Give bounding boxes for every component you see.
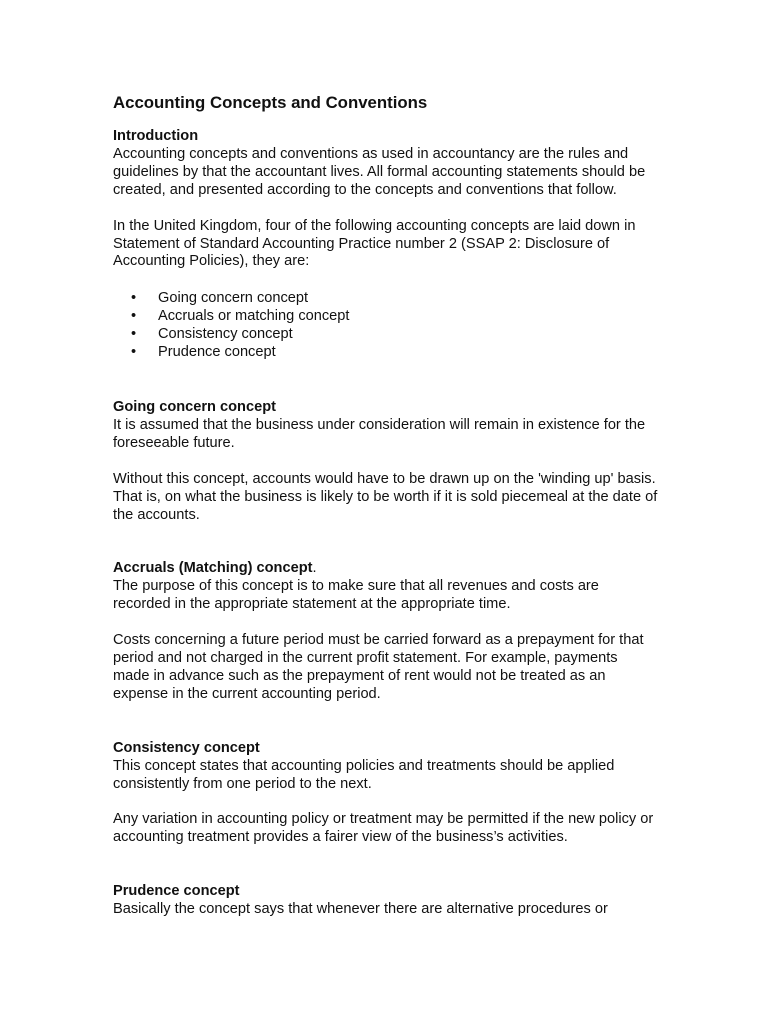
going-concern-paragraph-1: It is assumed that the business under consideration will remain in existence for the foreseeable future. (113, 416, 646, 451)
list-item (113, 344, 658, 362)
introduction-section (113, 128, 658, 362)
introduction-paragraph-2: In the United Kingdom, four of the following accounting concepts are laid down in Statement of Standard Accounting Practice number 2 (SSAP 2: Disclosure of Accounting Policies), they are: (113, 217, 636, 270)
section-spacer (113, 524, 658, 560)
prudence-section (113, 883, 658, 919)
list-item-label: Consistency concept (158, 326, 293, 343)
going-concern-heading: Going concern concept (113, 398, 276, 415)
document-page (113, 92, 658, 919)
bullet-icon: • (131, 290, 137, 307)
section-spacer (113, 362, 658, 399)
accruals-heading: Accruals (Matching) concept (113, 560, 313, 577)
consistency-heading: Consistency concept (113, 739, 260, 756)
going-concern-paragraph-2: Without this concept, accounts would have to be drawn up on the 'winding up' basis. That is, on what the business is likely to be worth if it is sold piecemeal at the date of the accounts. (113, 470, 658, 523)
introduction-paragraph-1: Accounting concepts and conventions as used in accountancy are the rules and guidelines by that the accountant lives. All formal accounting statements should be created, and presented according to the concepts and conventions that follow. (113, 145, 646, 198)
accruals-section (113, 560, 658, 703)
consistency-paragraph-2: Any variation in accounting policy or treatment may be permitted if the new policy or accounting treatment provides a fairer view of the business’s activities. (113, 811, 654, 846)
section-spacer (113, 847, 658, 883)
list-item (113, 326, 658, 344)
list-item-label: Prudence concept (158, 344, 276, 361)
accruals-heading-line (113, 560, 658, 578)
bullet-icon: • (131, 326, 137, 343)
introduction-heading: Introduction (113, 128, 199, 144)
consistency-paragraph-1: This concept states that accounting policies and treatments should be applied consistently from one period to the next. (113, 757, 615, 792)
consistency-section (113, 740, 658, 848)
list-item (113, 308, 658, 326)
going-concern-section (113, 399, 658, 524)
accruals-paragraph-2: Costs concerning a future period must be carried forward as a prepayment for that period and not charged in the current profit statement. For example, payments made in advance such as the prepayment of rent would not be treated as an expense in the current accounting period. (113, 632, 644, 702)
prudence-heading: Prudence concept (113, 883, 240, 900)
prudence-paragraph-1: Basically the concept says that whenever there are alternative procedures or (113, 901, 608, 918)
accruals-paragraph-1: The purpose of this concept is to make sure that all revenues and costs are recorded in the appropriate statement at the appropriate time. (113, 578, 599, 613)
list-item (113, 290, 658, 308)
bullet-icon: • (131, 308, 137, 325)
bullet-icon: • (131, 344, 137, 361)
list-item-label: Going concern concept (158, 290, 309, 307)
concepts-list (113, 290, 658, 362)
section-spacer (113, 704, 658, 740)
list-item-label: Accruals or matching concept (158, 308, 350, 325)
document-title: Accounting Concepts and Conventions (113, 93, 428, 112)
accruals-heading-suffix: . (312, 560, 317, 577)
